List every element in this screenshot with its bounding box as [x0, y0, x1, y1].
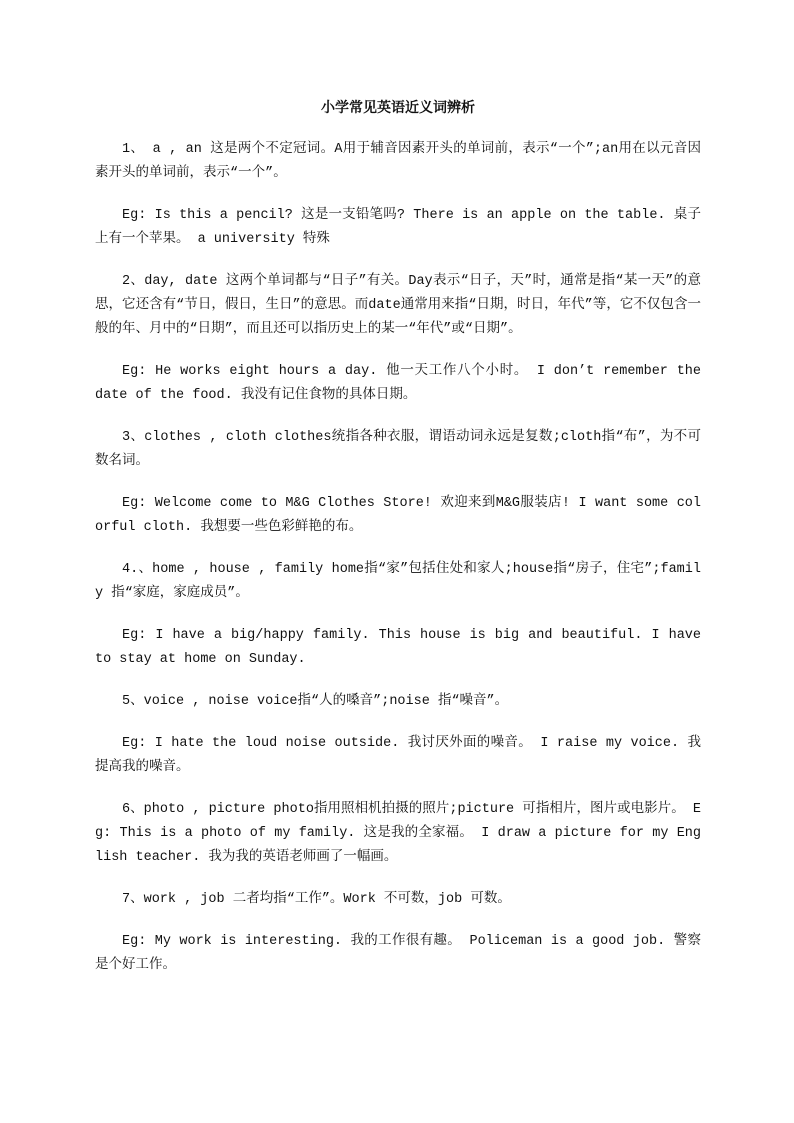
- paragraph-5: 3、clothes , cloth clothes统指各种衣服，谓语动词永远是复数;cloth指“布”，为不可数名词。: [95, 430, 701, 469]
- paragraph-8: Eg: I have a big/happy family. This house is big and beautiful. I have to stay at home on Sunday.: [95, 628, 701, 667]
- paragraph-4: Eg: He works eight hours a day. 他一天工作八个小时。 I don’t remember the date of the food. 我没有记住食物的具体日期。: [95, 364, 701, 403]
- paragraph-10: Eg: I hate the loud noise outside. 我讨厌外面的噪音。 I raise my voice. 我提高我的噪音。: [95, 736, 701, 775]
- paragraph-3: 2、day, date 这两个单词都与“日子”有关。Day表示“日子，天”时，通常是指“某一天”的意思，它还含有“节日，假日，生日”的意思。而date通常用来指“日期，时日，年代”等，它不仅包含一般的年、月中的“日期”，而且还可以指历史上的某一“年代”或“日期”。: [95, 274, 701, 337]
- paragraph-11: 6、photo , picture photo指用照相机拍摄的照片;picture 可指相片，图片或电影片。 Eg: This is a photo of my family. 这是我的全家福。 I draw a picture for my English teacher. 我为我的英语老师画了一幅画。: [95, 802, 701, 865]
- paragraph-7: 4.、home , house , family home指“家”包括住处和家人;house指“房子，住宅”;family 指“家庭，家庭成员”。: [95, 562, 701, 601]
- paragraph-12: 7、work , job 二者均指“工作”。Work 不可数，job 可数。: [122, 892, 511, 907]
- paragraph-1: 1、 a , an 这是两个不定冠词。A用于辅音因素开头的单词前，表示“一个”;an用在以元音因素开头的单词前，表示“一个”。: [95, 142, 701, 181]
- paragraph-13: Eg: My work is interesting. 我的工作很有趣。 Policeman is a good job. 警察是个好工作。: [95, 934, 701, 973]
- paragraph-6: Eg: Welcome come to M&G Clothes Store! 欢迎来到M&G服装店! I want some colorful cloth. 我想要一些色彩鲜艳的布。: [95, 496, 701, 535]
- page-title: 小学常见英语近义词辨析: [321, 100, 475, 116]
- document-body: [95, 96, 701, 996]
- paragraph-2: Eg: Is this a pencil? 这是一支铅笔吗? There is an apple on the table. 桌子上有一个苹果。 a university 特殊: [95, 208, 701, 247]
- paragraph-9: 5、voice , noise voice指“人的嗓音”;noise 指“噪音”。: [122, 694, 509, 709]
